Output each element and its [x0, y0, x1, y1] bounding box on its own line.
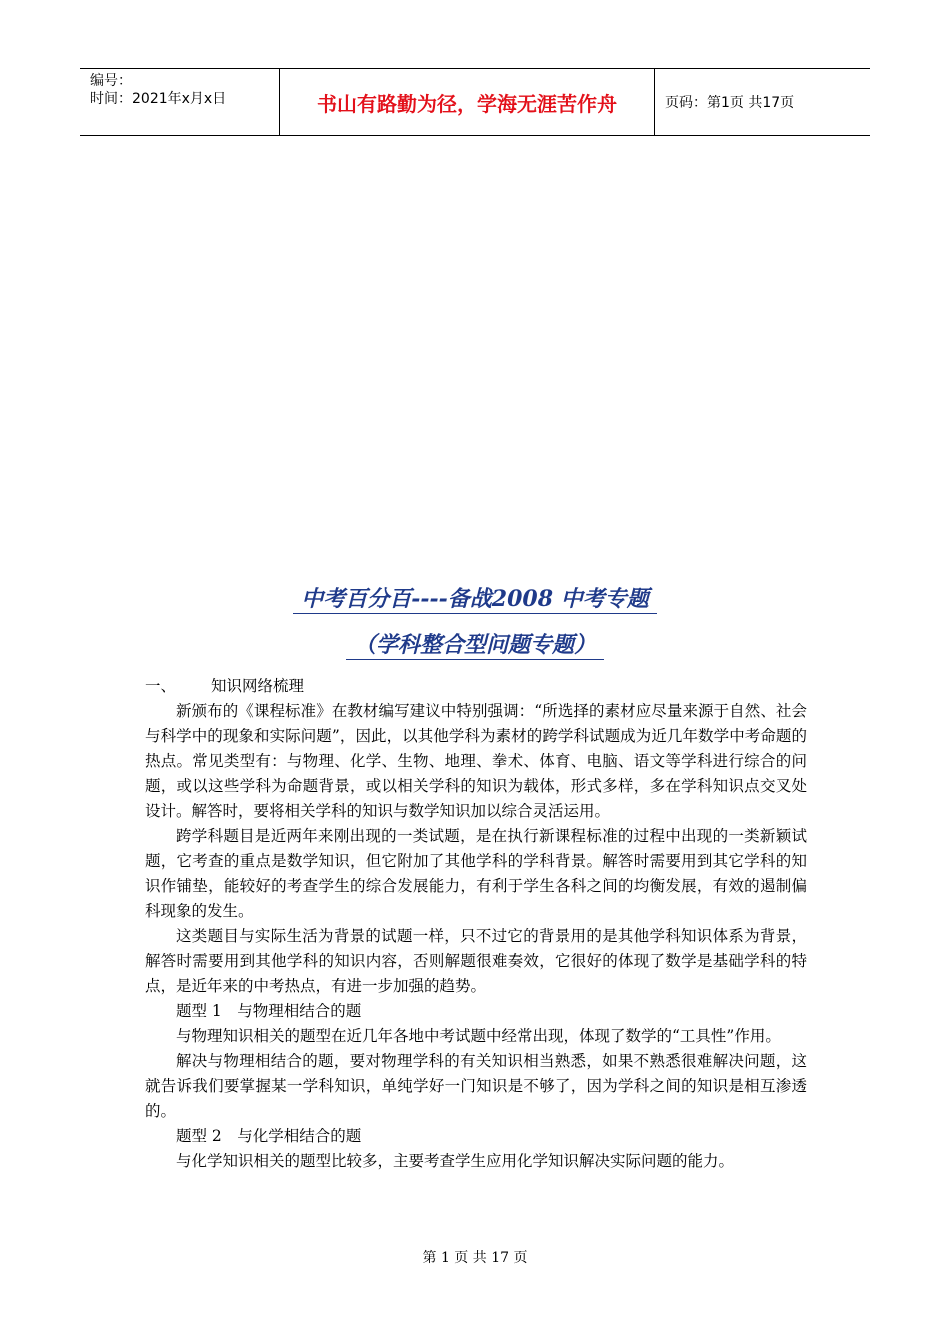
- page-footer: 第 1 页 共 17 页: [422, 1250, 528, 1266]
- header-table: [80, 68, 870, 136]
- section-number: 一、: [145, 677, 177, 695]
- document-body: [145, 674, 807, 1174]
- page-info: 页码：第1页 共17页: [665, 95, 795, 111]
- header-meta: [80, 69, 280, 135]
- paragraph: 解决与物理相结合的题，要对物理学科的有关知识相当熟悉，如果不熟悉很难解决问题，这就告诉我们要掌握某一学科知识，单纯学好一门知识是不够了，因为学科之间的知识是相互渗透的。: [145, 1052, 807, 1120]
- section-title: 知识网络梳理: [211, 677, 305, 695]
- subheading: 题型 1 与物理相结合的题: [176, 1002, 362, 1020]
- paragraph: 跨学科题目是近两年来刚出现的一类试题，是在执行新课程标准的过程中出现的一类新颖试题，它考查的重点是数学知识，但它附加了其他学科的学科背景。解答时需要用到其它学科的知识作铺垫，能较好的考查学生的综合发展能力，有利于学生各科之间的均衡发展，有效的遏制偏科现象的发生。: [145, 827, 807, 920]
- title-line-2-text: （学科整合型问题专题）: [346, 632, 604, 660]
- number-label: 编号：: [90, 73, 132, 89]
- subheading: 题型 2 与化学相结合的题: [176, 1127, 362, 1145]
- section-heading: [145, 674, 807, 699]
- paragraph: 与物理知识相关的题型在近几年各地中考试题中经常出现，体现了数学的“工具性”作用。: [176, 1027, 781, 1045]
- title-line-2: [0, 628, 950, 659]
- paragraph: 与化学知识相关的题型比较多，主要考查学生应用化学知识解决实际问题的能力。: [176, 1152, 735, 1170]
- title-line-1-text: 中考百分百----备战2008 中考专题: [293, 586, 656, 614]
- motto: 书山有路勤为径，学海无涯苦作舟: [280, 69, 655, 135]
- paragraph: 这类题目与实际生活为背景的试题一样，只不过它的背景用的是其他学科知识体系为背景，解答时需要用到其他学科的知识内容，否则解题很难奏效，它很好的体现了数学是基础学科的特点，是近年来的中考热点，有进一步加强的趋势。: [145, 927, 807, 995]
- title-line-1: [0, 582, 950, 613]
- time-label: 时间：2021年x月x日: [90, 91, 227, 107]
- paragraph: 新颁布的《课程标准》在教材编写建议中特别强调：“所选择的素材应尽量来源于自然、社会与科学中的现象和实际问题”，因此，以其他学科为素材的跨学科试题成为近几年数学中考命题的热点。常见类型有：与物理、化学、生物、地理、拳术、体育、电脑、语文等学科进行综合的问题，或以这些学科为命题背景，或以相关学科的知识为载体，形式多样，多在学科知识点交叉处设计。解答时，要将相关学科的知识与数学知识加以综合灵活运用。: [145, 702, 807, 820]
